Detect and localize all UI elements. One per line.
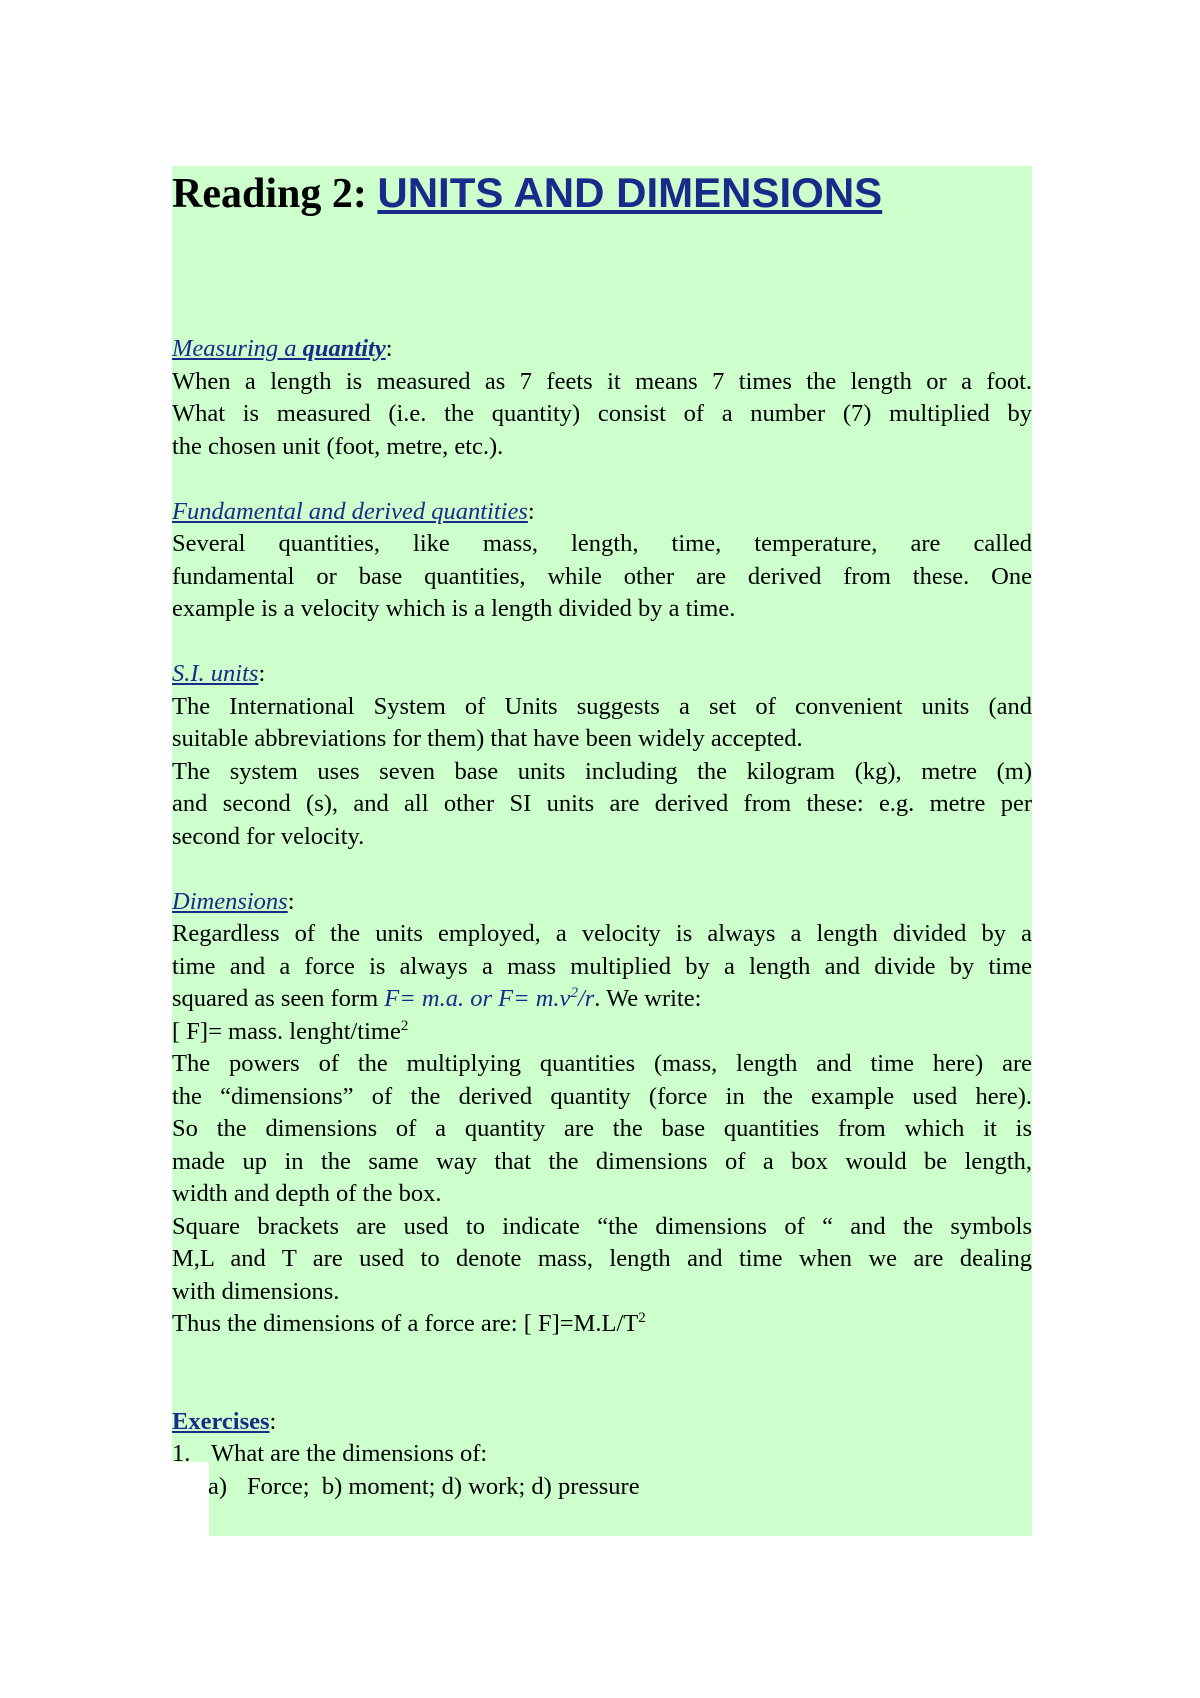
heading-text: Fundamental and derived quantities — [172, 497, 528, 525]
paragraph-line: time and a force is always a mass multiplied by a length and divide by time — [172, 952, 1032, 980]
section-fundamental — [172, 496, 1032, 626]
paragraph-line: The powers of the multiplying quantities (mass, length and time here) are — [172, 1050, 1032, 1077]
paragraph-line: The system uses seven base units including the kilogram (kg), metre (m) — [172, 757, 1032, 785]
equation-text: [ F]= mass. lenght/time — [172, 1017, 401, 1045]
paragraph-line: and second (s), and all other SI units are derived from these: e.g. metre per — [172, 790, 1032, 817]
formula-superscript: 2 — [570, 984, 578, 1001]
equation-superscript: 2 — [400, 1017, 409, 1034]
heading-text: Dimensions — [172, 887, 288, 915]
section-exercises — [172, 1406, 1032, 1504]
paragraph-line: Square brackets are used to indicate “the dimensions of “ and the symbols — [172, 1212, 1032, 1240]
paragraph-line: When a length is measured as 7 feets it means 7 times the length or a foot. — [172, 367, 1032, 395]
formula-part: /r — [577, 985, 595, 1012]
section-heading — [172, 1406, 1032, 1439]
section-heading — [172, 496, 1032, 529]
paragraph-line: example is a velocity which is a length divided by a time. — [172, 595, 736, 622]
formula-part: F= m.a. or F= m.v — [384, 985, 571, 1012]
exercise-text: What are the dimensions of: — [211, 1440, 488, 1467]
heading-text: S.I. units — [172, 660, 259, 687]
formula — [384, 985, 594, 1012]
section-heading — [172, 658, 1032, 691]
section-heading — [172, 886, 1032, 919]
paragraph-line: Regardless of the units employed, a velocity is always a length divided by a — [172, 920, 1032, 947]
formula-lead-text: squared as seen form — [172, 985, 385, 1012]
subitem-text: Force; b) moment; d) work; d) pressure — [247, 1472, 640, 1500]
heading-text: Measuring a — [172, 335, 303, 362]
paragraph-line: made up in the same way that the dimensions of a box would be length, — [172, 1147, 1032, 1175]
paragraph-line: What is measured (i.e. the quantity) consist of a number (7) multiplied by — [172, 400, 1032, 427]
paragraph-line: width and depth of the box. — [172, 1180, 442, 1207]
heading-colon: : — [385, 335, 393, 362]
paragraph-line: M,L and T are used to denote mass, length and time when we are dealing — [172, 1245, 1032, 1272]
exercise-subitem — [172, 1471, 1032, 1504]
paragraph-line: Several quantities, like mass, length, time, temperature, are called — [172, 530, 1032, 557]
heading-colon: : — [269, 1407, 277, 1435]
paragraph-line: suitable abbreviations for them) that have been widely accepted. — [172, 725, 803, 752]
paragraph-line: second for velocity. — [172, 822, 365, 850]
title-prefix: Reading 2: — [172, 171, 378, 217]
section-measuring — [172, 333, 1032, 463]
heading-colon: : — [527, 497, 535, 525]
equation-text: Thus the dimensions of a force are: [ F]=M.L/T — [172, 1310, 639, 1337]
equation-line — [172, 1016, 1032, 1049]
section-dimensions — [172, 886, 1032, 1341]
exercise-item — [172, 1438, 1032, 1471]
paragraph-line: the chosen unit (foot, metre, etc.). — [172, 432, 504, 460]
section-si-units — [172, 658, 1032, 853]
paragraph-line: the “dimensions” of the derived quantity (force in the example used here). — [172, 1082, 1032, 1110]
exercise-number: 1. — [172, 1440, 191, 1467]
page-title — [172, 166, 1032, 220]
heading-bold-text: quantity — [302, 335, 386, 362]
equation-line — [172, 1308, 1032, 1341]
section-heading — [172, 333, 1032, 366]
title-link[interactable]: UNITS AND DIMENSIONS — [377, 169, 883, 216]
paragraph-line-formula — [172, 983, 1032, 1016]
paragraph-line: So the dimensions of a quantity are the base quantities from which it is — [172, 1115, 1032, 1142]
paragraph-line: with dimensions. — [172, 1277, 340, 1305]
heading-colon: : — [287, 887, 295, 915]
exercises-heading: Exercises — [172, 1407, 270, 1435]
heading-colon: : — [258, 660, 266, 687]
document-page — [172, 166, 1032, 1503]
subitem-letter: a) — [208, 1472, 228, 1500]
paragraph-line: fundamental or base quantities, while other are derived from these. One — [172, 562, 1032, 590]
paragraph-line: The International System of Units suggests a set of convenient units (and — [172, 692, 1032, 720]
equation-superscript: 2 — [638, 1309, 646, 1326]
formula-tail-text: . We write: — [594, 985, 702, 1012]
